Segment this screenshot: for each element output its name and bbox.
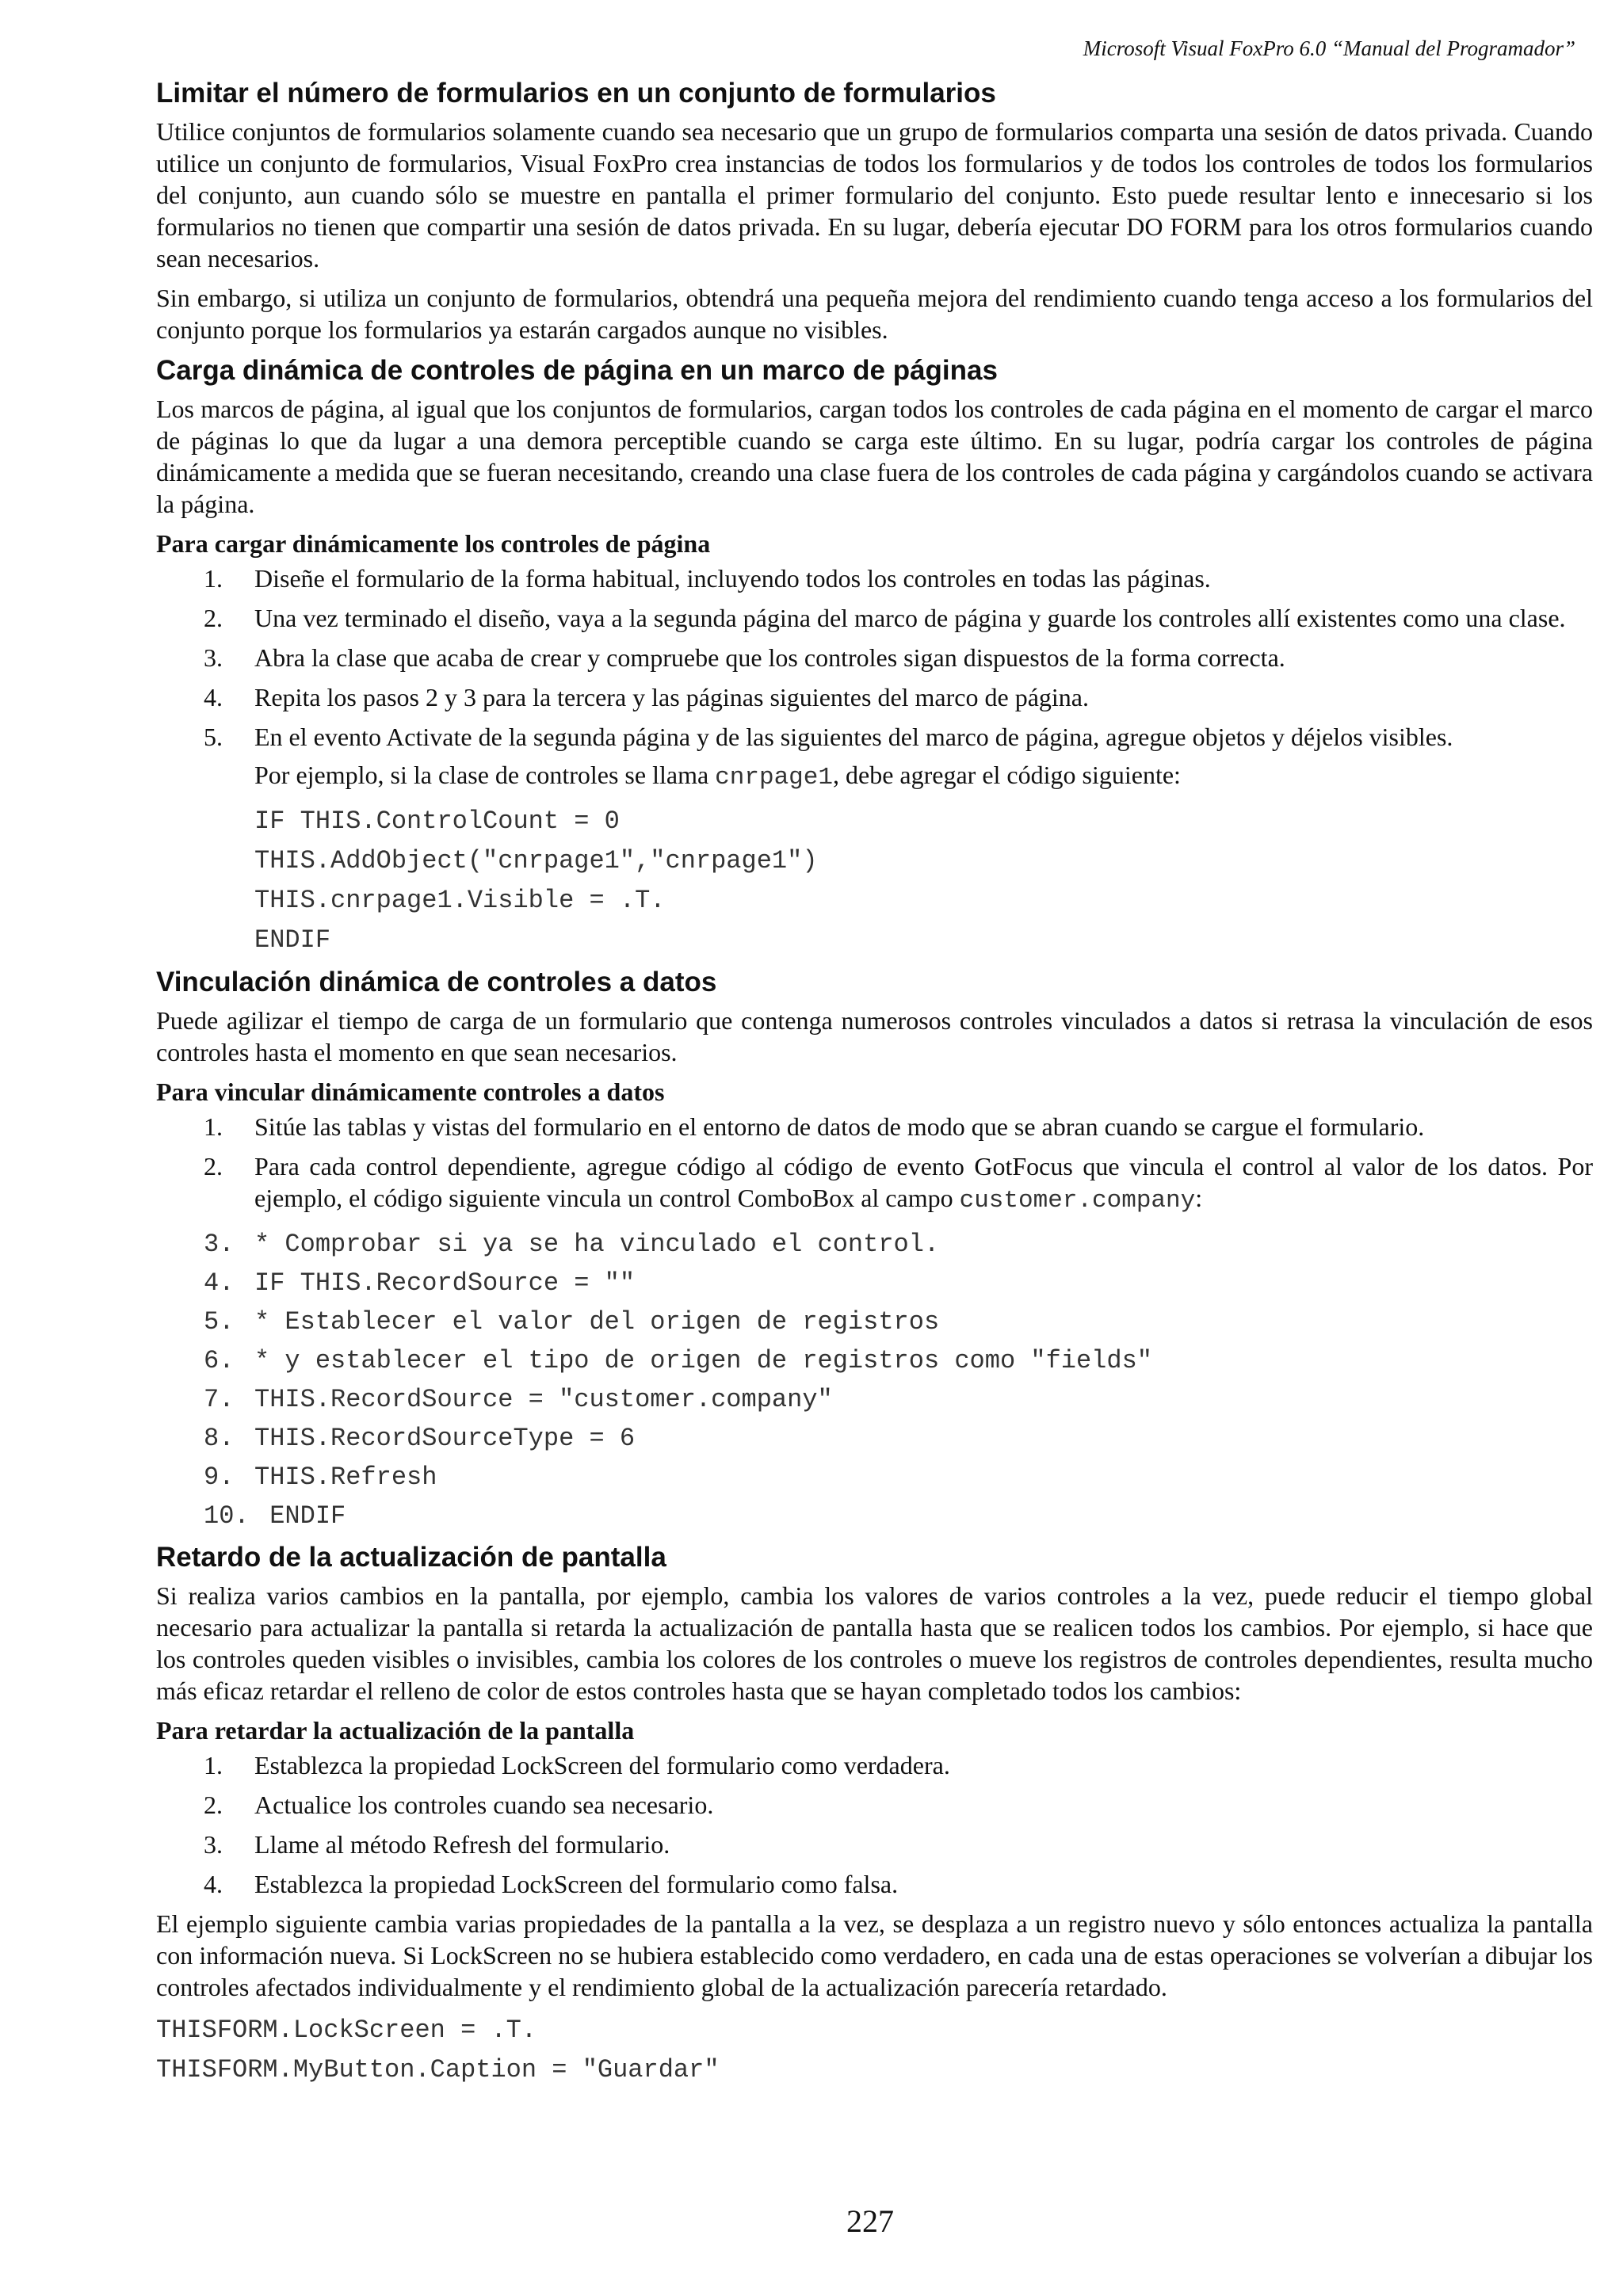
list-item <box>156 1150 1593 1217</box>
procedure-title: Para vincular dinámicamente controles a datos <box>156 1077 665 1106</box>
list-item <box>156 1749 1593 1781</box>
paragraph: Utilice conjuntos de formularios solamente cuando sea necesario que un grupo de formularios comparta una sesión de datos privada. Cuando utilice un conjunto de formularios, Visual FoxPro crea instancias de todos los formularios y de todos los controles de todos los formularios del conjunto, aun cuando sólo se muestre en pantalla el primer formulario del conjunto. Esto puede resultar lento e innecesario si los formularios no tienen que compartir una sesión de datos privada. En su lugar, debería ejecutar DO FORM para los otros formularios cuando sean necesarios. <box>156 117 1593 273</box>
paragraph: Sin embargo, si utiliza un conjunto de formularios, obtendrá una pequeña mejora del rendimiento cuando tenga acceso a los formularios del conjunto porque los formularios ya estarán cargados aunque no visibles. <box>156 284 1593 344</box>
code-line <box>204 1264 1593 1302</box>
code-text: ENDIF <box>254 1501 346 1531</box>
code-line <box>204 1458 1593 1497</box>
list-item <box>156 1829 1593 1860</box>
step-number: 2. <box>204 1152 223 1180</box>
section-heading-delay-screen-refresh: Retardo de la actualización de pantalla <box>156 1542 666 1573</box>
step-text: Para cada control dependiente, agregue código al código de evento GotFocus que vincula el control al valor de los datos. Por ejemplo, el código siguiente vincula un control ComboBox al campo <box>254 1152 1593 1212</box>
step-text: : <box>1195 1184 1203 1212</box>
line-number: 7. <box>204 1385 235 1414</box>
code-line <box>204 1380 1593 1419</box>
step-text: Diseñe el formulario de la forma habitual, incluyendo todos los controles en todas las páginas. <box>254 564 1211 593</box>
steps-list <box>156 563 1593 794</box>
list-item <box>156 563 1593 594</box>
steps-list <box>156 1111 1593 1217</box>
list-item <box>156 721 1593 794</box>
inline-code: cnrpage1 <box>715 764 833 791</box>
list-item <box>156 1789 1593 1821</box>
code-line: ENDIF <box>254 925 331 955</box>
code-text: * y establecer el tipo de origen de registros como "fields" <box>254 1346 1152 1375</box>
code-line <box>204 1497 1593 1535</box>
procedure-title: Para cargar dinámicamente los controles de página <box>156 529 711 558</box>
numbered-code-block <box>204 1225 1593 1535</box>
line-number: 10. <box>204 1501 250 1531</box>
code-text: THIS.RecordSource = "customer.company" <box>254 1385 833 1414</box>
running-head: Microsoft Visual FoxPro 6.0 “Manual del Programador” <box>1083 36 1575 60</box>
paragraph: El ejemplo siguiente cambia varias propiedades de la pantalla a la vez, se desplaza a un registro nuevo y sólo entonces actualiza la pantalla con información nueva. Si LockScreen no se hubiera establecido como verdadero, en cada una de estas operaciones se volverían a dibujar los controles afectados individualmente y el rendimiento global de la actualización parecería retardado. <box>156 1909 1593 2001</box>
step-number: 1. <box>204 564 223 593</box>
list-item <box>156 1868 1593 1900</box>
paragraph: Puede agilizar el tiempo de carga de un formulario que contenga numerosos controles vinculados a datos si retrasa la vinculación de esos controles hasta el momento en que sean necesarios. <box>156 1006 1593 1066</box>
step-text: Sitúe las tablas y vistas del formulario en el entorno de datos de modo que se abran cuando se cargue el formulario. <box>254 1112 1425 1141</box>
line-number: 3. <box>204 1230 235 1259</box>
step-number: 3. <box>204 1830 223 1859</box>
step-text: Establezca la propiedad LockScreen del formulario como verdadera. <box>254 1751 950 1779</box>
example-line <box>254 759 1593 794</box>
code-text: * Establecer el valor del origen de registros <box>254 1307 940 1337</box>
example-text: , debe agregar el código siguiente: <box>832 761 1181 789</box>
code-line <box>204 1419 1593 1458</box>
code-block <box>156 2011 1593 2090</box>
step-text: Establezca la propiedad LockScreen del formulario como falsa. <box>254 1870 899 1898</box>
line-number: 4. <box>204 1268 235 1298</box>
code-line: THISFORM.LockScreen = .T. <box>156 2016 537 2045</box>
code-line: THIS.AddObject("cnrpage1","cnrpage1") <box>254 846 818 875</box>
step-text: Repita los pasos 2 y 3 para la tercera y las páginas siguientes del marco de página. <box>254 683 1089 711</box>
line-number: 9. <box>204 1463 235 1492</box>
page-number: 227 <box>846 2203 894 2239</box>
code-text: THIS.Refresh <box>254 1463 437 1492</box>
step-number: 2. <box>204 1791 223 1819</box>
code-text: * Comprobar si ya se ha vinculado el control. <box>254 1230 940 1259</box>
line-number: 6. <box>204 1346 235 1375</box>
steps-list <box>156 1749 1593 1900</box>
code-text: IF THIS.RecordSource = "" <box>254 1268 636 1298</box>
step-text: Llame al método Refresh del formulario. <box>254 1830 670 1859</box>
section-heading-limit-forms: Limitar el número de formularios en un conjunto de formularios <box>156 78 996 109</box>
line-number: 5. <box>204 1307 235 1337</box>
step-number: 3. <box>204 643 223 672</box>
code-line <box>204 1302 1593 1341</box>
step-text: Actualice los controles cuando sea necesario. <box>254 1791 714 1819</box>
step-number: 4. <box>204 1870 223 1898</box>
procedure-title: Para retardar la actualización de la pantalla <box>156 1716 635 1745</box>
page-content <box>156 76 1593 2090</box>
section-heading-dynamic-page-load: Carga dinámica de controles de página en un marco de páginas <box>156 355 998 386</box>
code-block <box>254 802 1593 960</box>
list-item <box>156 681 1593 713</box>
list-item <box>156 642 1593 673</box>
inline-code: customer.company <box>959 1187 1196 1215</box>
step-number: 1. <box>204 1751 223 1779</box>
example-text: Por ejemplo, si la clase de controles se llama <box>254 761 716 789</box>
code-line <box>204 1341 1593 1380</box>
step-number: 4. <box>204 683 223 711</box>
step-number: 1. <box>204 1112 223 1141</box>
step-text: En el evento Activate de la segunda página y de las siguientes del marco de página, agregue objetos y déjelos visibles. <box>254 723 1453 751</box>
code-line <box>204 1225 1593 1264</box>
code-line: IF THIS.ControlCount = 0 <box>254 807 620 836</box>
step-text: Una vez terminado el diseño, vaya a la segunda página del marco de página y guarde los controles allí existentes como una clase. <box>254 604 1566 632</box>
step-number: 5. <box>204 723 223 751</box>
line-number: 8. <box>204 1424 235 1453</box>
code-line: THISFORM.MyButton.Caption = "Guardar" <box>156 2055 720 2084</box>
code-line: THIS.cnrpage1.Visible = .T. <box>254 886 666 915</box>
list-item <box>156 602 1593 634</box>
step-number: 2. <box>204 604 223 632</box>
paragraph: Si realiza varios cambios en la pantalla, por ejemplo, cambia los valores de varios controles a la vez, puede reducir el tiempo global necesario para actualizar la pantalla si retarda la actualización de pantalla hasta que se realicen todos los cambios. Por ejemplo, si hace que los controles queden visibles o invisibles, cambia los colores de los controles o mueve los registros de controles dependientes, resulta mucho más eficaz retardar el relleno de color de estos controles hasta que se hayan completado todos los cambios: <box>156 1581 1593 1705</box>
step-text: Abra la clase que acaba de crear y compruebe que los controles sigan dispuestos de la forma correcta. <box>254 643 1285 672</box>
list-item <box>156 1111 1593 1142</box>
section-heading-dynamic-binding: Vinculación dinámica de controles a datos <box>156 967 717 997</box>
paragraph: Los marcos de página, al igual que los conjuntos de formularios, cargan todos los controles de cada página en el momento de cargar el marco de páginas lo que da lugar a una demora perceptible cuando se carga este último. En su lugar, podría cargar los controles de página dinámicamente a medida que se fueran necesitando, creando una clase fuera de los controles de cada página y cargándolos cuando se activara la página. <box>156 395 1593 518</box>
code-text: THIS.RecordSourceType = 6 <box>254 1424 636 1453</box>
